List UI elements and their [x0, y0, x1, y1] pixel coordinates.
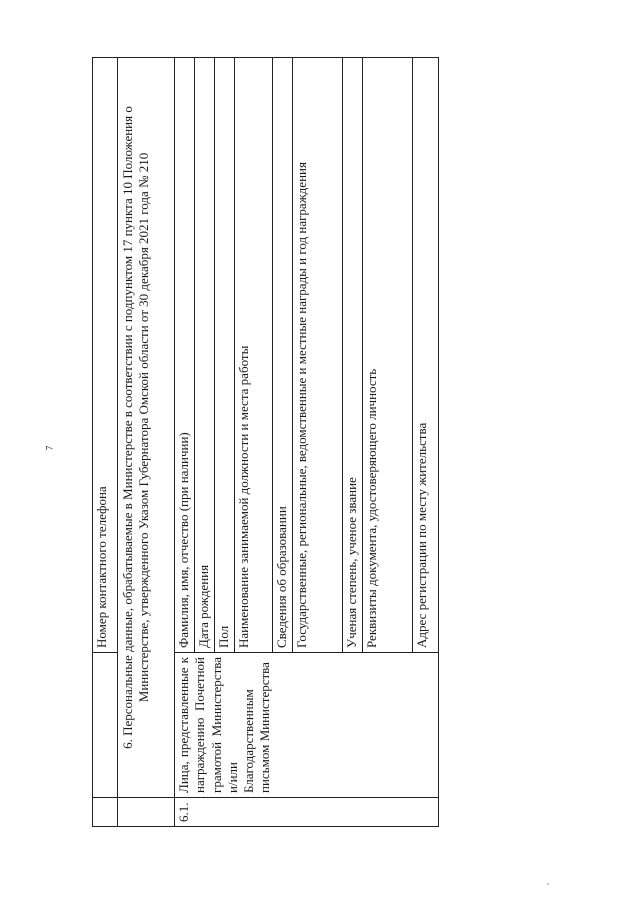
- personal-data-table: [92, 57, 439, 827]
- data-item-cell: Адрес регистрации по месту жительства: [413, 58, 439, 653]
- data-item-cell: Дата рождения: [195, 58, 215, 653]
- empty-cell: [93, 798, 118, 827]
- data-item-cell: Наименование занимаемой должности и места работы: [235, 58, 273, 653]
- section-6-heading: [118, 58, 175, 798]
- data-item-cell: Фамилия, имя, отчество (при наличии): [175, 58, 195, 653]
- data-item-cell: Государственные, региональные, ведомственные и местные награды и год награждения: [293, 58, 343, 653]
- page-number: 7: [44, 445, 55, 451]
- scan-speck: [547, 883, 549, 885]
- data-item-cell: Реквизиты документа, удостоверяющего личность: [363, 58, 413, 653]
- section-6-heading-text: 6. Персональные данные, обрабатываемые в Министерстве в соответствии с подпунктом 17 пункта 10 Положения о Министерстве, утвержденного Указом Губернатора Омской области от 30 декабря 2021 года № 210: [120, 106, 152, 749]
- data-item-cell: Сведения об образовании: [273, 58, 293, 653]
- data-item-cell: Пол: [215, 58, 235, 653]
- personal-data-table-fragment: [92, 57, 429, 827]
- table-row: [93, 58, 118, 827]
- empty-cell: [93, 653, 118, 798]
- section-number-cell: 6.1.: [175, 798, 439, 827]
- table-row: [175, 58, 195, 827]
- data-subjects-cell: Лица, представленные к награждению Почетной грамотой Министерства и/или Благодарственным письмом Министерства: [175, 653, 439, 798]
- data-item-cell: Ученая степень, ученое звание: [343, 58, 363, 653]
- section-heading-row: [118, 58, 175, 827]
- phone-number-cell: Номер контактного телефона: [93, 58, 118, 653]
- empty-cell: [118, 798, 175, 827]
